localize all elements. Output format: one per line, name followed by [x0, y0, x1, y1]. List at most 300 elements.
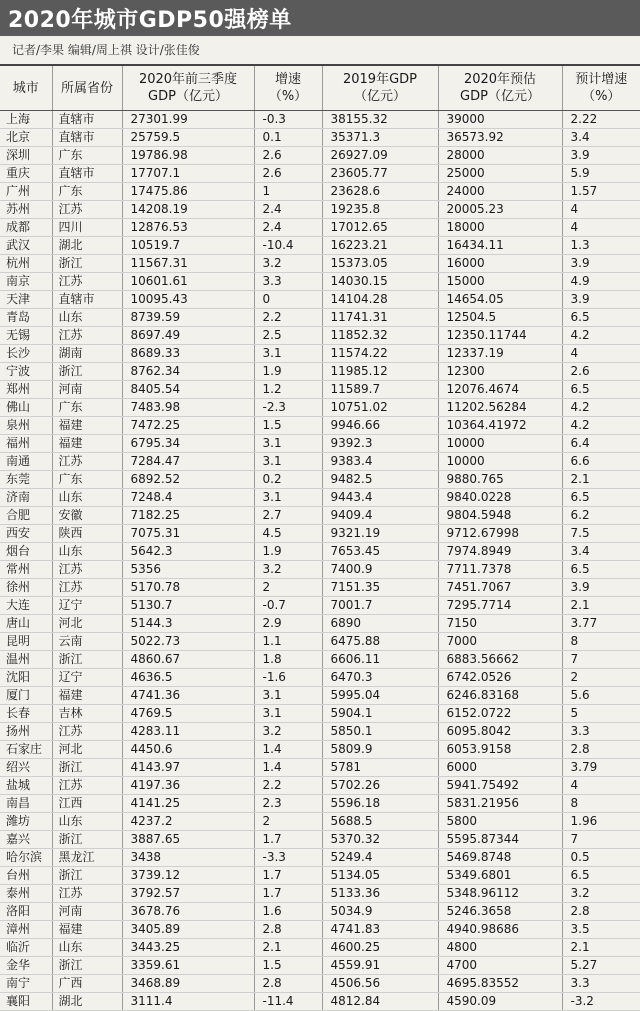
cell-province: 江苏	[52, 561, 122, 579]
cell-est-2020: 16000	[438, 255, 562, 273]
cell-est-2020: 7000	[438, 633, 562, 651]
cell-predicted-growth: 4	[562, 777, 640, 795]
cell-est-2020: 12300	[438, 363, 562, 381]
cell-predicted-growth: 5.6	[562, 687, 640, 705]
cell-city: 温州	[0, 651, 52, 669]
cell-predicted-growth: 2.1	[562, 597, 640, 615]
cell-city: 长沙	[0, 345, 52, 363]
cell-city: 上海	[0, 111, 52, 129]
cell-city: 徐州	[0, 579, 52, 597]
cell-growth: 1.8	[254, 651, 322, 669]
cell-growth: 0.2	[254, 471, 322, 489]
table-row	[0, 327, 640, 345]
cell-est-2020: 10000	[438, 453, 562, 471]
cell-gdp-2019: 23628.6	[322, 183, 438, 201]
cell-gdp-2019: 14030.15	[322, 273, 438, 291]
cell-growth: -0.7	[254, 597, 322, 615]
cell-province: 黑龙江	[52, 849, 122, 867]
cell-q3-gdp: 5642.3	[122, 543, 254, 561]
cell-predicted-growth: 2.8	[562, 741, 640, 759]
cell-city: 洛阳	[0, 903, 52, 921]
cell-q3-gdp: 14208.19	[122, 201, 254, 219]
table-row	[0, 813, 640, 831]
table-row	[0, 111, 640, 129]
cell-city: 襄阳	[0, 993, 52, 1011]
cell-growth: 3.1	[254, 453, 322, 471]
table-row	[0, 651, 640, 669]
cell-est-2020: 12337.19	[438, 345, 562, 363]
table-row	[0, 579, 640, 597]
cell-predicted-growth: 3.5	[562, 921, 640, 939]
cell-q3-gdp: 4769.5	[122, 705, 254, 723]
table-row	[0, 453, 640, 471]
cell-predicted-growth: 6.5	[562, 561, 640, 579]
cell-province: 广西	[52, 975, 122, 993]
cell-predicted-growth: 6.6	[562, 453, 640, 471]
table-row	[0, 183, 640, 201]
cell-gdp-2019: 5596.18	[322, 795, 438, 813]
cell-q3-gdp: 10601.61	[122, 273, 254, 291]
cell-growth: 3.1	[254, 345, 322, 363]
cell-province: 广东	[52, 471, 122, 489]
cell-predicted-growth: 6.5	[562, 867, 640, 885]
cell-province: 山东	[52, 939, 122, 957]
cell-growth: 1.1	[254, 633, 322, 651]
cell-est-2020: 4940.98686	[438, 921, 562, 939]
header-province: 所属省份	[52, 66, 122, 111]
cell-province: 陕西	[52, 525, 122, 543]
cell-q3-gdp: 7483.98	[122, 399, 254, 417]
cell-predicted-growth: 3.9	[562, 579, 640, 597]
table-row	[0, 399, 640, 417]
cell-province: 河北	[52, 615, 122, 633]
table-row	[0, 921, 640, 939]
cell-province: 山东	[52, 813, 122, 831]
cell-gdp-2019: 7001.7	[322, 597, 438, 615]
cell-growth: 2.8	[254, 921, 322, 939]
cell-gdp-2019: 9946.66	[322, 417, 438, 435]
cell-est-2020: 7711.7378	[438, 561, 562, 579]
cell-growth: -0.3	[254, 111, 322, 129]
cell-predicted-growth: 3.2	[562, 885, 640, 903]
cell-q3-gdp: 3359.61	[122, 957, 254, 975]
cell-q3-gdp: 3405.89	[122, 921, 254, 939]
cell-gdp-2019: 14104.28	[322, 291, 438, 309]
cell-province: 直辖市	[52, 111, 122, 129]
cell-province: 福建	[52, 687, 122, 705]
cell-est-2020: 5941.75492	[438, 777, 562, 795]
cell-predicted-growth: 2.22	[562, 111, 640, 129]
cell-gdp-2019: 7653.45	[322, 543, 438, 561]
cell-gdp-2019: 35371.3	[322, 129, 438, 147]
cell-predicted-growth: 7.5	[562, 525, 640, 543]
cell-predicted-growth: 8	[562, 795, 640, 813]
cell-est-2020: 5348.96112	[438, 885, 562, 903]
cell-est-2020: 5800	[438, 813, 562, 831]
cell-city: 大连	[0, 597, 52, 615]
cell-city: 烟台	[0, 543, 52, 561]
cell-est-2020: 7295.7714	[438, 597, 562, 615]
cell-province: 山东	[52, 489, 122, 507]
cell-growth: 1.5	[254, 417, 322, 435]
cell-gdp-2019: 5249.4	[322, 849, 438, 867]
cell-predicted-growth: 1.96	[562, 813, 640, 831]
cell-gdp-2019: 5370.32	[322, 831, 438, 849]
cell-province: 河北	[52, 741, 122, 759]
cell-growth: -11.4	[254, 993, 322, 1011]
cell-province: 江苏	[52, 273, 122, 291]
table-row	[0, 273, 640, 291]
cell-province: 广东	[52, 147, 122, 165]
cell-growth: -1.6	[254, 669, 322, 687]
cell-gdp-2019: 6890	[322, 615, 438, 633]
cell-q3-gdp: 3739.12	[122, 867, 254, 885]
cell-city: 青岛	[0, 309, 52, 327]
cell-predicted-growth: 4	[562, 201, 640, 219]
cell-growth: 2.2	[254, 777, 322, 795]
cell-q3-gdp: 11567.31	[122, 255, 254, 273]
cell-q3-gdp: 7182.25	[122, 507, 254, 525]
table-row	[0, 129, 640, 147]
cell-city: 厦门	[0, 687, 52, 705]
cell-est-2020: 25000	[438, 165, 562, 183]
cell-predicted-growth: 3.77	[562, 615, 640, 633]
cell-city: 绍兴	[0, 759, 52, 777]
cell-predicted-growth: 2.1	[562, 939, 640, 957]
table-row	[0, 705, 640, 723]
cell-province: 直辖市	[52, 165, 122, 183]
header-city: 城市	[0, 66, 52, 111]
table-row	[0, 201, 640, 219]
cell-growth: 2.6	[254, 147, 322, 165]
cell-predicted-growth: 2.1	[562, 471, 640, 489]
cell-growth: 2	[254, 579, 322, 597]
cell-city: 北京	[0, 129, 52, 147]
cell-province: 江苏	[52, 327, 122, 345]
cell-province: 江西	[52, 795, 122, 813]
cell-growth: 3.1	[254, 435, 322, 453]
cell-est-2020: 6095.8042	[438, 723, 562, 741]
cell-growth: 1.9	[254, 543, 322, 561]
cell-gdp-2019: 5809.9	[322, 741, 438, 759]
cell-est-2020: 10000	[438, 435, 562, 453]
cell-city: 石家庄	[0, 741, 52, 759]
cell-est-2020: 5469.8748	[438, 849, 562, 867]
table-row	[0, 147, 640, 165]
cell-growth: 2.6	[254, 165, 322, 183]
table-row	[0, 885, 640, 903]
cell-growth: -10.4	[254, 237, 322, 255]
cell-est-2020: 7451.7067	[438, 579, 562, 597]
cell-growth: 2.1	[254, 939, 322, 957]
cell-gdp-2019: 11985.12	[322, 363, 438, 381]
cell-gdp-2019: 5034.9	[322, 903, 438, 921]
cell-city: 台州	[0, 867, 52, 885]
cell-city: 郑州	[0, 381, 52, 399]
cell-gdp-2019: 38155.32	[322, 111, 438, 129]
cell-province: 河南	[52, 903, 122, 921]
cell-growth: 1.9	[254, 363, 322, 381]
cell-province: 河南	[52, 381, 122, 399]
cell-province: 辽宁	[52, 597, 122, 615]
cell-province: 江苏	[52, 723, 122, 741]
cell-city: 扬州	[0, 723, 52, 741]
cell-growth: 1.7	[254, 885, 322, 903]
cell-gdp-2019: 6606.11	[322, 651, 438, 669]
cell-city: 佛山	[0, 399, 52, 417]
cell-predicted-growth: 3.3	[562, 723, 640, 741]
header-growth: 增速 （%）	[254, 66, 322, 111]
cell-growth: 1.2	[254, 381, 322, 399]
table-row	[0, 363, 640, 381]
cell-city: 福州	[0, 435, 52, 453]
cell-gdp-2019: 11589.7	[322, 381, 438, 399]
table-header-row	[0, 66, 640, 111]
cell-province: 山东	[52, 309, 122, 327]
cell-province: 直辖市	[52, 129, 122, 147]
cell-growth: -3.3	[254, 849, 322, 867]
cell-est-2020: 12350.11744	[438, 327, 562, 345]
cell-growth: 3.2	[254, 723, 322, 741]
cell-q3-gdp: 3887.65	[122, 831, 254, 849]
cell-growth: 2.7	[254, 507, 322, 525]
header-q3-gdp: 2020年前三季度 GDP（亿元）	[122, 66, 254, 111]
cell-est-2020: 12076.4674	[438, 381, 562, 399]
cell-q3-gdp: 4283.11	[122, 723, 254, 741]
cell-gdp-2019: 15373.05	[322, 255, 438, 273]
cell-q3-gdp: 17475.86	[122, 183, 254, 201]
cell-city: 南京	[0, 273, 52, 291]
cell-growth: 0	[254, 291, 322, 309]
cell-gdp-2019: 9443.4	[322, 489, 438, 507]
cell-est-2020: 10364.41972	[438, 417, 562, 435]
table-row	[0, 687, 640, 705]
cell-q3-gdp: 25759.5	[122, 129, 254, 147]
cell-predicted-growth: 4	[562, 345, 640, 363]
cell-q3-gdp: 10519.7	[122, 237, 254, 255]
cell-city: 唐山	[0, 615, 52, 633]
cell-city: 泰州	[0, 885, 52, 903]
cell-city: 无锡	[0, 327, 52, 345]
cell-province: 广东	[52, 399, 122, 417]
cell-gdp-2019: 4600.25	[322, 939, 438, 957]
cell-gdp-2019: 16223.21	[322, 237, 438, 255]
cell-q3-gdp: 3678.76	[122, 903, 254, 921]
table-row	[0, 489, 640, 507]
cell-est-2020: 9804.5948	[438, 507, 562, 525]
table-row	[0, 903, 640, 921]
cell-city: 杭州	[0, 255, 52, 273]
table-row	[0, 993, 640, 1011]
cell-predicted-growth: 3.9	[562, 255, 640, 273]
cell-est-2020: 4590.09	[438, 993, 562, 1011]
cell-est-2020: 15000	[438, 273, 562, 291]
cell-city: 济南	[0, 489, 52, 507]
cell-gdp-2019: 23605.77	[322, 165, 438, 183]
cell-predicted-growth: 4.2	[562, 399, 640, 417]
cell-growth: 3.1	[254, 687, 322, 705]
cell-est-2020: 6152.0722	[438, 705, 562, 723]
cell-est-2020: 5595.87344	[438, 831, 562, 849]
cell-growth: 2.4	[254, 201, 322, 219]
cell-gdp-2019: 19235.8	[322, 201, 438, 219]
cell-city: 盐城	[0, 777, 52, 795]
cell-gdp-2019: 9482.5	[322, 471, 438, 489]
table-row	[0, 561, 640, 579]
cell-growth: 3.3	[254, 273, 322, 291]
cell-growth: 1.5	[254, 957, 322, 975]
cell-province: 浙江	[52, 651, 122, 669]
cell-q3-gdp: 27301.99	[122, 111, 254, 129]
table-row	[0, 975, 640, 993]
cell-province: 福建	[52, 417, 122, 435]
cell-est-2020: 6742.0526	[438, 669, 562, 687]
cell-province: 江苏	[52, 453, 122, 471]
table-row	[0, 777, 640, 795]
cell-predicted-growth: 6.2	[562, 507, 640, 525]
cell-q3-gdp: 10095.43	[122, 291, 254, 309]
cell-est-2020: 5349.6801	[438, 867, 562, 885]
table-row	[0, 795, 640, 813]
table-row	[0, 291, 640, 309]
table-row	[0, 309, 640, 327]
cell-city: 深圳	[0, 147, 52, 165]
table-row	[0, 507, 640, 525]
cell-q3-gdp: 4143.97	[122, 759, 254, 777]
table-row	[0, 615, 640, 633]
page-title: 2020年城市GDP50强榜单	[0, 0, 640, 36]
table-row	[0, 669, 640, 687]
cell-province: 浙江	[52, 957, 122, 975]
table-row	[0, 957, 640, 975]
table-body	[0, 111, 640, 1011]
table-row	[0, 849, 640, 867]
cell-city: 重庆	[0, 165, 52, 183]
cell-growth: 1.7	[254, 867, 322, 885]
cell-growth: 2.9	[254, 615, 322, 633]
cell-city: 昆明	[0, 633, 52, 651]
cell-q3-gdp: 8689.33	[122, 345, 254, 363]
cell-city: 泉州	[0, 417, 52, 435]
cell-province: 湖北	[52, 993, 122, 1011]
cell-province: 安徽	[52, 507, 122, 525]
cell-gdp-2019: 9409.4	[322, 507, 438, 525]
cell-est-2020: 6000	[438, 759, 562, 777]
cell-q3-gdp: 8762.34	[122, 363, 254, 381]
cell-gdp-2019: 4559.91	[322, 957, 438, 975]
cell-est-2020: 5831.21956	[438, 795, 562, 813]
cell-gdp-2019: 4812.84	[322, 993, 438, 1011]
cell-province: 吉林	[52, 705, 122, 723]
cell-est-2020: 36573.92	[438, 129, 562, 147]
cell-province: 江苏	[52, 885, 122, 903]
cell-gdp-2019: 7151.35	[322, 579, 438, 597]
cell-predicted-growth: 5	[562, 705, 640, 723]
cell-est-2020: 14654.05	[438, 291, 562, 309]
cell-predicted-growth: 5.27	[562, 957, 640, 975]
cell-gdp-2019: 11852.32	[322, 327, 438, 345]
cell-est-2020: 6053.9158	[438, 741, 562, 759]
cell-q3-gdp: 4237.2	[122, 813, 254, 831]
cell-q3-gdp: 4141.25	[122, 795, 254, 813]
cell-gdp-2019: 5688.5	[322, 813, 438, 831]
cell-province: 湖北	[52, 237, 122, 255]
cell-city: 嘉兴	[0, 831, 52, 849]
cell-growth: 1.7	[254, 831, 322, 849]
gdp-ranking-table	[0, 66, 640, 1011]
table-row	[0, 255, 640, 273]
cell-q3-gdp: 4450.6	[122, 741, 254, 759]
cell-q3-gdp: 8405.54	[122, 381, 254, 399]
table-row	[0, 867, 640, 885]
cell-growth: 2.2	[254, 309, 322, 327]
cell-predicted-growth: 4.2	[562, 327, 640, 345]
cell-growth: 3.2	[254, 255, 322, 273]
cell-q3-gdp: 3468.89	[122, 975, 254, 993]
cell-q3-gdp: 6795.34	[122, 435, 254, 453]
cell-gdp-2019: 4741.83	[322, 921, 438, 939]
cell-predicted-growth: 4	[562, 219, 640, 237]
cell-est-2020: 5246.3658	[438, 903, 562, 921]
cell-est-2020: 6883.56662	[438, 651, 562, 669]
header-predicted-growth: 预计增速 （%）	[562, 66, 640, 111]
cell-predicted-growth: 6.5	[562, 489, 640, 507]
cell-gdp-2019: 9321.19	[322, 525, 438, 543]
cell-city: 金华	[0, 957, 52, 975]
table-row	[0, 543, 640, 561]
cell-q3-gdp: 19786.98	[122, 147, 254, 165]
table-row	[0, 435, 640, 453]
cell-city: 常州	[0, 561, 52, 579]
cell-q3-gdp: 8697.49	[122, 327, 254, 345]
cell-city: 临沂	[0, 939, 52, 957]
cell-est-2020: 12504.5	[438, 309, 562, 327]
cell-gdp-2019: 10751.02	[322, 399, 438, 417]
cell-growth: 2.8	[254, 975, 322, 993]
cell-gdp-2019: 5134.05	[322, 867, 438, 885]
cell-q3-gdp: 7472.25	[122, 417, 254, 435]
cell-city: 西安	[0, 525, 52, 543]
cell-growth: 2.4	[254, 219, 322, 237]
cell-province: 江苏	[52, 201, 122, 219]
cell-predicted-growth: -3.2	[562, 993, 640, 1011]
cell-predicted-growth: 4.2	[562, 417, 640, 435]
cell-growth: 1.6	[254, 903, 322, 921]
cell-province: 四川	[52, 219, 122, 237]
cell-predicted-growth: 1.3	[562, 237, 640, 255]
table-row	[0, 471, 640, 489]
cell-q3-gdp: 3792.57	[122, 885, 254, 903]
cell-est-2020: 6246.83168	[438, 687, 562, 705]
cell-est-2020: 9880.765	[438, 471, 562, 489]
cell-province: 广东	[52, 183, 122, 201]
cell-q3-gdp: 4860.67	[122, 651, 254, 669]
cell-city: 武汉	[0, 237, 52, 255]
cell-city: 成都	[0, 219, 52, 237]
cell-gdp-2019: 5850.1	[322, 723, 438, 741]
cell-predicted-growth: 3.79	[562, 759, 640, 777]
table-row	[0, 759, 640, 777]
table-row	[0, 417, 640, 435]
cell-city: 南通	[0, 453, 52, 471]
cell-growth: 1	[254, 183, 322, 201]
cell-predicted-growth: 3.4	[562, 543, 640, 561]
cell-q3-gdp: 5356	[122, 561, 254, 579]
cell-predicted-growth: 6.4	[562, 435, 640, 453]
table-row	[0, 345, 640, 363]
cell-q3-gdp: 4741.36	[122, 687, 254, 705]
cell-predicted-growth: 1.57	[562, 183, 640, 201]
